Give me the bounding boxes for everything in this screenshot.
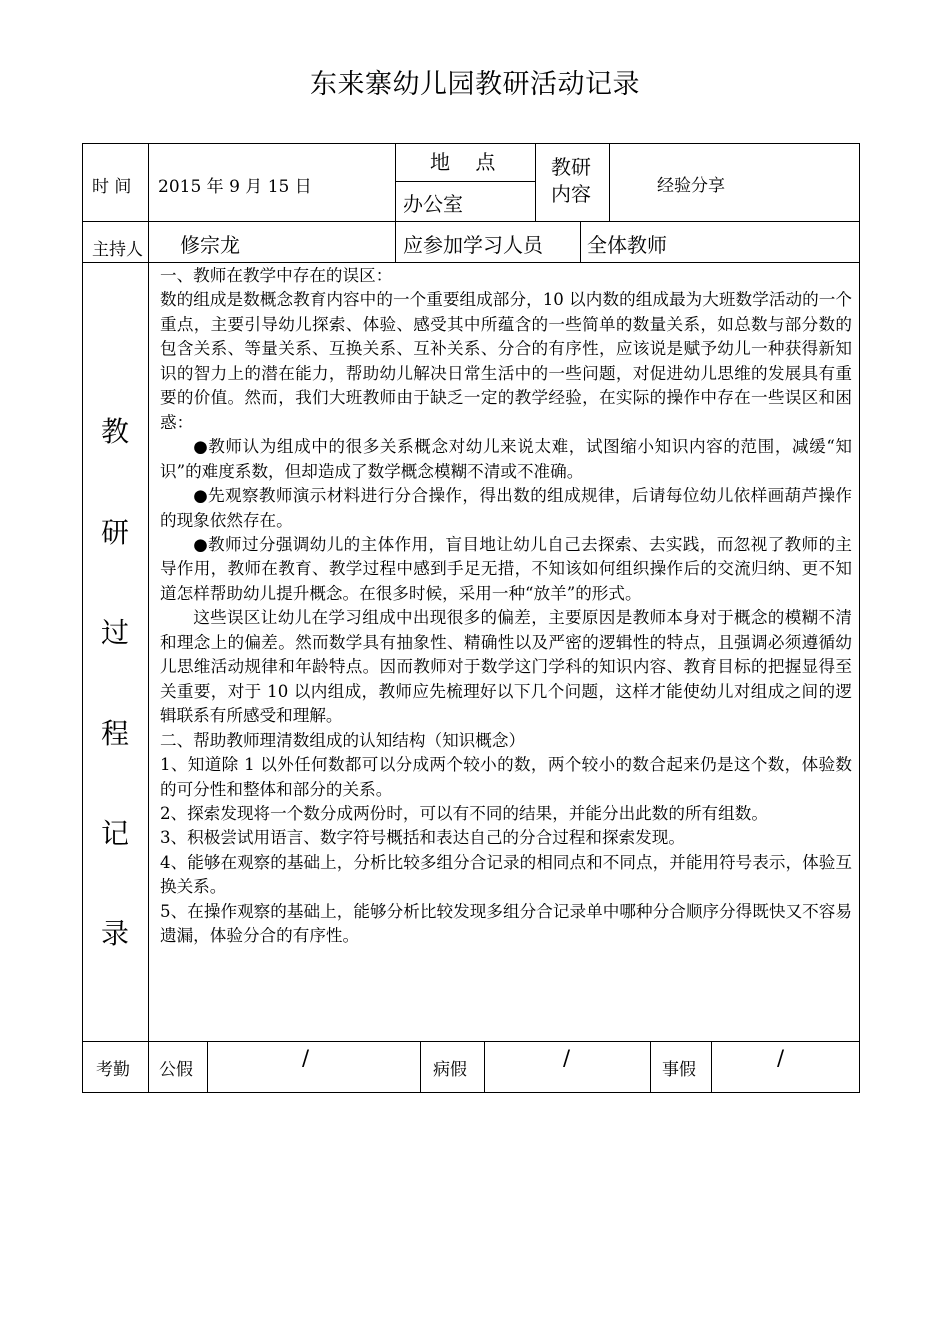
public-leave-label: 公假 [159, 1060, 193, 1080]
bullet-paragraph: ●先观察教师演示材料进行分合操作，得出数的组成规律，后请每位幼儿依样画葫芦操作的现象依然存在。 [160, 486, 852, 530]
public-leave-value: / [302, 1046, 310, 1070]
time-label: 时 间 [92, 177, 132, 197]
side-char: 记 [101, 817, 130, 850]
place-label: 地 点 [430, 150, 496, 174]
sick-leave-value: / [563, 1046, 571, 1070]
bullet-paragraph: ●教师认为组成中的很多关系概念对幼儿来说太难，试图缩小知识内容的范围，减缓“知识”的难度系数，但却造成了数学概念模糊不清或不准确。 [160, 437, 852, 481]
section-heading: 二、帮助教师理清数组成的认知结构（知识概念） [160, 730, 526, 750]
list-item: 3、积极尝试用语言、数字符号概括和表达自己的分合过程和探索发现。 [160, 828, 685, 848]
sick-leave-label: 病假 [433, 1060, 467, 1080]
paragraph: 这些误区让幼儿在学习组成中出现很多的偏差，主要原因是教师本身对于概念的模糊不清和理念上的偏差。然而数学具有抽象性、精确性以及严密的逻辑性的特点，且强调必须遵循幼儿思维活动规律和年龄特点。因而教师对于数学这门学科的知识内容、教育目标的把握显得至关重要，对于 10 以内组成，教师应先梳理好以下几个问题，这样才能使幼儿对组成之间的逻辑联系有所感受和理解。 [160, 608, 852, 726]
content-label-line2: 内容 [551, 182, 591, 206]
personal-leave-value: / [777, 1046, 785, 1070]
attendance-label: 考勤 [96, 1060, 130, 1080]
side-char: 研 [101, 516, 130, 549]
side-char: 教 [101, 415, 130, 448]
page-title: 东来寨幼儿园教研活动记录 [310, 69, 640, 100]
host-label: 主持人 [92, 240, 143, 260]
process-record-text [160, 264, 852, 949]
side-char: 过 [101, 616, 130, 649]
activity-date: 2015 年 9 月 15 日 [158, 177, 312, 197]
list-item: 4、能够在观察的基础上，分析比较多组分合记录的相同点和不同点，并能用符号表示，体验互换关系。 [160, 852, 852, 897]
side-char: 录 [101, 917, 130, 950]
personal-leave-label: 事假 [662, 1060, 696, 1080]
content-value: 经验分享 [657, 176, 725, 196]
content-label-line1: 教研 [551, 155, 591, 179]
paragraph: 数的组成是数概念教育内容中的一个重要组成部分，10 以内数的组成最为大班数学活动的一个重点，主要引导幼儿探索、体验、感受其中所蕴含的一些简单的数量关系，如总数与部分数的包含关系、等量关系、互换关系、互补关系、分合的有序性，应该说是赋予幼儿一种获得新知识的智力上的潜在能力，帮助幼儿解决日常生活中的一些问题，对促进幼儿思维的发展具有重要的价值。然而，我们大班教师由于缺乏一定的教学经验，在实际的操作中存在一些误区和困惑： [160, 290, 852, 432]
side-char: 程 [101, 717, 130, 750]
participants-label: 应参加学习人员 [403, 233, 543, 257]
list-item: 1、知道除 1 以外任何数都可以分成两个较小的数，两个较小的数合起来仍是这个数，体验数的可分性和整体和部分的关系。 [160, 755, 852, 799]
section-heading: 一、教师在教学中存在的误区： [160, 266, 393, 285]
host-value: 修宗龙 [180, 233, 240, 257]
bullet-paragraph: ●教师过分强调幼儿的主体作用，盲目地让幼儿自己去探索、去实践，而忽视了教师的主导作用，教师在教育、教学过程中感到手足无措，不知该如何组织操作后的交流归纳、更不知道怎样帮助幼儿提升概念。在很多时候，采用一种“放羊”的形式。 [160, 534, 852, 603]
participants-value: 全体教师 [587, 233, 667, 257]
list-item: 5、在操作观察的基础上，能够分析比较发现多组分合记录单中哪种分合顺序分得既快又不容易遗漏，体验分合的有序性。 [160, 901, 852, 946]
list-item: 2、探索发现将一个数分成两份时，可以有不同的结果，并能分出此数的所有组数。 [160, 803, 768, 823]
place-value: 办公室 [403, 192, 463, 216]
